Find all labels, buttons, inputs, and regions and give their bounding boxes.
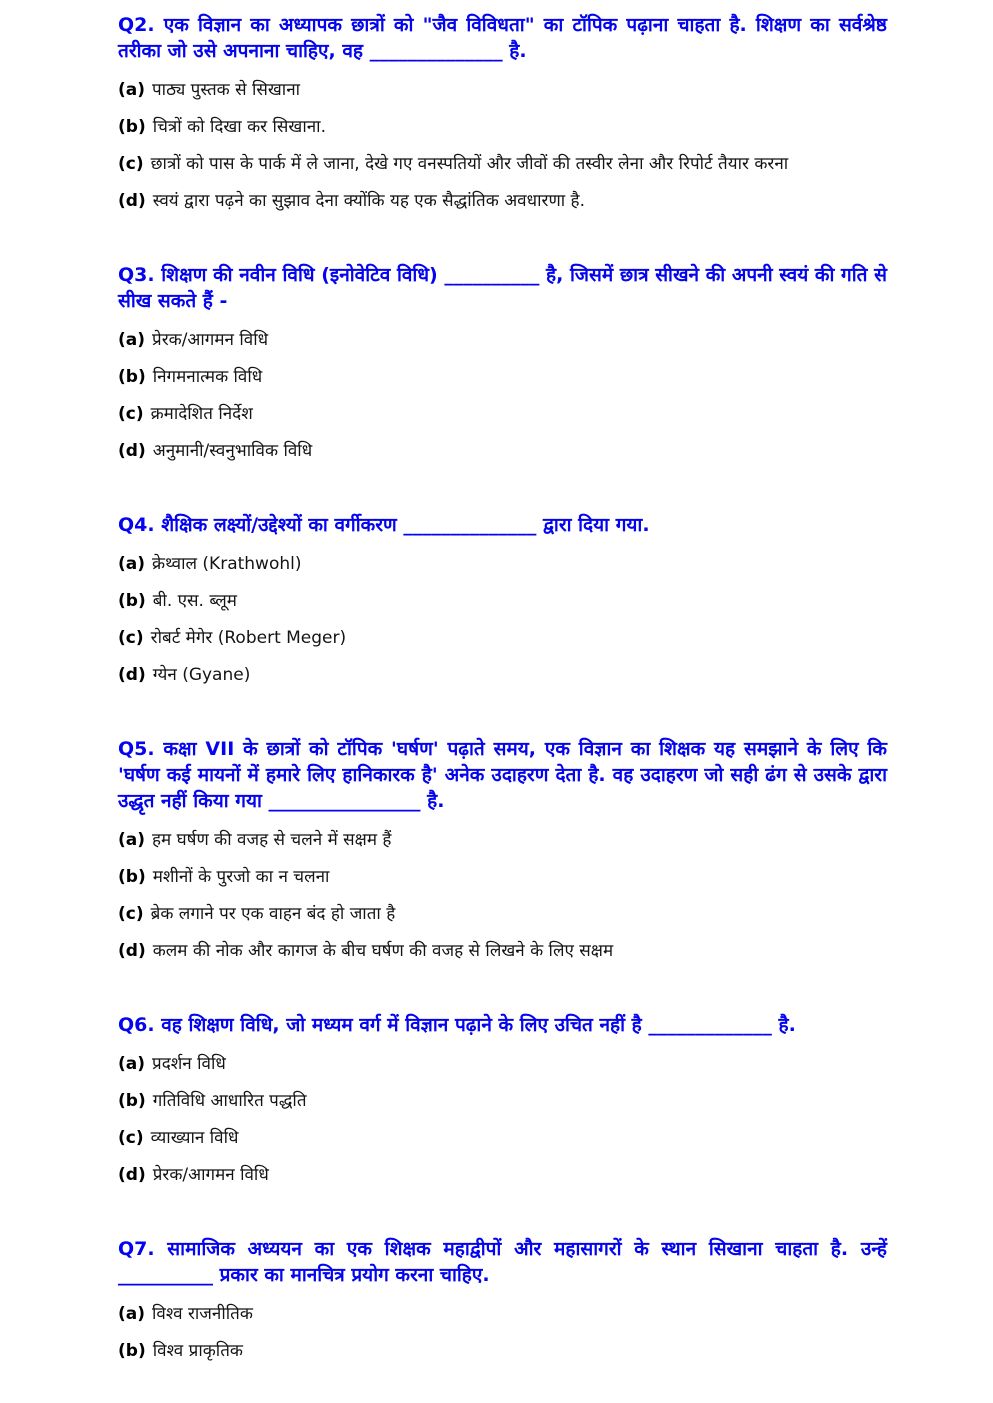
option-text: कलम की नोक और कागज के बीच घर्षण की वजह से लिखने के लिए सक्षम	[152, 941, 614, 961]
option-q3-d	[118, 440, 887, 462]
option-text: चित्रों को दिखा कर सिखाना.	[152, 117, 326, 137]
option-text: छात्रों को पास के पार्क में ले जाना, देखे गए वनस्पतियों और जीवों की तस्वीर लेना और रिपोर्ट तैयार करना	[150, 154, 789, 174]
option-label: (d)	[118, 665, 146, 685]
question-block-q5	[118, 736, 887, 962]
option-text: व्याख्यान विधि	[150, 1128, 239, 1148]
option-label: (a)	[118, 830, 146, 850]
question-text-q7: Q7. सामाजिक अध्ययन का एक शिक्षक महाद्वीपों और महासागरों के स्थान सिखाना चाहता है. उन्हें __________ प्रकार का मानचित्र प्रयोग करना चाहिए.	[118, 1238, 887, 1286]
option-q4-d	[118, 664, 887, 686]
option-q5-d	[118, 940, 887, 962]
option-q6-c	[118, 1127, 887, 1149]
option-q7-a	[118, 1303, 887, 1325]
option-q3-c	[118, 403, 887, 425]
option-q5-b	[118, 866, 887, 888]
question-block-q4	[118, 512, 887, 686]
option-q3-a	[118, 329, 887, 351]
option-text: अनुमानी/स्वनुभाविक विधि	[152, 441, 313, 461]
option-label: (a)	[118, 554, 146, 574]
question-block-q3	[118, 262, 887, 462]
option-label: (b)	[118, 591, 146, 611]
option-text: विश्व राजनीतिक	[152, 1304, 253, 1324]
option-label: (c)	[118, 904, 144, 924]
option-label: (b)	[118, 367, 146, 387]
question-block-q7	[118, 1236, 887, 1362]
question-block-q6	[118, 1012, 887, 1186]
option-q4-b	[118, 590, 887, 612]
question-text-q5: Q5. कक्षा VII के छात्रों को टॉपिक 'घर्षण' पढ़ाते समय, एक विज्ञान का शिक्षक यह समझाने के लिए कि 'घर्षण कई मायनों में हमारे लिए हानिकारक है' अनेक उदाहरण देता है. वह उदाहरण जो सही ढंग से उसके द्वारा उद्धृत नहीं किया गया ________________ है.	[118, 738, 887, 812]
option-text: रोबर्ट मेगेर (Robert Meger)	[150, 628, 347, 648]
option-text: विश्व प्राकृतिक	[152, 1341, 243, 1361]
option-q2-c	[118, 153, 887, 175]
option-label: (a)	[118, 80, 146, 100]
option-text: प्रदर्शन विधि	[152, 1054, 226, 1074]
option-label: (d)	[118, 941, 146, 961]
option-label: (d)	[118, 441, 146, 461]
option-text: ब्रेक लगाने पर एक वाहन बंद हो जाता है	[150, 904, 396, 924]
option-q4-a	[118, 553, 887, 575]
option-label: (b)	[118, 1091, 146, 1111]
option-q3-b	[118, 366, 887, 388]
option-label: (b)	[118, 117, 146, 137]
question-text-q6: Q6. वह शिक्षण विधि, जो मध्यम वर्ग में विज्ञान पढ़ाने के लिए उचित नहीं है _____________ है.	[118, 1014, 796, 1036]
option-text: पाठ्य पुस्तक से सिखाना	[152, 80, 301, 100]
option-label: (c)	[118, 1128, 144, 1148]
option-label: (c)	[118, 154, 144, 174]
option-q2-d	[118, 190, 887, 212]
option-text: ग्येन (Gyane)	[152, 665, 251, 685]
option-text: बी. एस. ब्लूम	[152, 591, 237, 611]
option-label: (a)	[118, 330, 146, 350]
option-text: हम घर्षण की वजह से चलने में सक्षम हैं	[152, 830, 392, 850]
option-q2-a	[118, 79, 887, 101]
option-label: (c)	[118, 404, 144, 424]
option-text: निगमनात्मक विधि	[152, 367, 263, 387]
option-text: प्रेरक/आगमन विधि	[152, 330, 269, 350]
option-text: क्रेथ्वाल (Krathwohl)	[152, 554, 302, 574]
question-text-q2: Q2. एक विज्ञान का अध्यापक छात्रों को "जैव विविधता" का टॉपिक पढ़ाना चाहता है. शिक्षण का सर्वश्रेष्ठ तरीका जो उसे अपनाना चाहिए, वह ______________ है.	[118, 14, 887, 62]
option-text: गतिविधि आधारित पद्धति	[152, 1091, 307, 1111]
option-label: (b)	[118, 1341, 146, 1361]
option-label: (d)	[118, 1165, 146, 1185]
option-label: (a)	[118, 1054, 146, 1074]
option-q2-b	[118, 116, 887, 138]
option-label: (b)	[118, 867, 146, 887]
question-text-q3: Q3. शिक्षण की नवीन विधि (इनोवेटिव विधि) __________ है, जिसमें छात्र सीखने की अपनी स्वयं की गति से सीख सकते हैं -	[118, 264, 887, 312]
option-q7-b	[118, 1340, 887, 1362]
option-text: क्रमादेशित निर्देश	[150, 404, 253, 424]
option-q6-b	[118, 1090, 887, 1112]
option-label: (d)	[118, 191, 146, 211]
option-label: (c)	[118, 628, 144, 648]
question-block-q2	[118, 12, 887, 212]
question-text-q4: Q4. शैक्षिक लक्ष्यों/उद्देश्यों का वर्गीकरण ______________ द्वारा दिया गया.	[118, 514, 650, 536]
option-text: स्वयं द्वारा पढ़ने का सुझाव देना क्योंकि यह एक सैद्धांतिक अवधारणा है.	[152, 191, 585, 211]
option-q6-d	[118, 1164, 887, 1186]
option-q5-c	[118, 903, 887, 925]
option-label: (a)	[118, 1304, 146, 1324]
option-text: प्रेरक/आगमन विधि	[152, 1165, 269, 1185]
option-text: मशीनों के पुरजो का न चलना	[152, 867, 330, 887]
option-q5-a	[118, 829, 887, 851]
option-q6-a	[118, 1053, 887, 1075]
option-q4-c	[118, 627, 887, 649]
